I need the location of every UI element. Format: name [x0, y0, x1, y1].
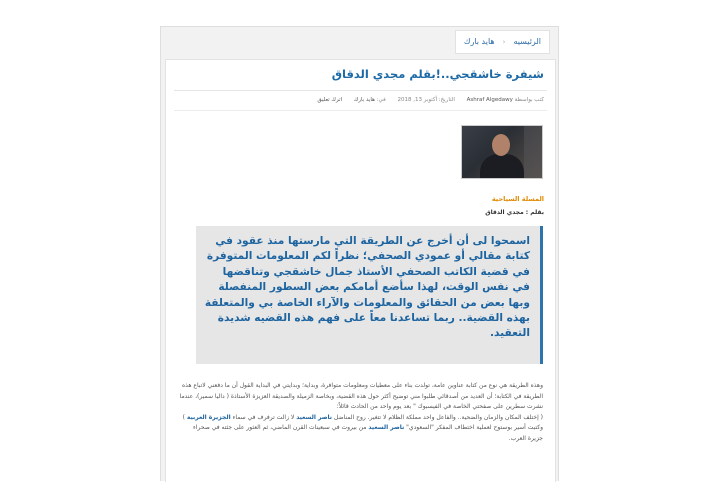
- title-divider: [174, 90, 547, 91]
- section-label: المسلة السياحية: [491, 195, 544, 203]
- page-container: [160, 26, 559, 481]
- article-panel: [165, 59, 556, 482]
- body-paragraph: وهذه الطريقة هي نوع من كتابة عناوين عامة، تولدت بناء على معطيات ومعلومات متوافرة، وبداية؛ وبدايتي في البداية القول أن ما دفعني لاتباع هذه الطريقة في الكتابة؛ أن العديد من أصدقائي طلبوا مني توضيح أكثر حول هذه القضية، وبخاصة الزميلة والصديقة العزيزة الأستاذة ( داليا سمير)، عندما نشرت سطرين على صفحتي الخاصة في الفيسبوك " بعد يوم واحد من الحادث قائلاً:: [179, 382, 543, 411]
- author-photo: [461, 125, 543, 179]
- pullquote: اسمحوا لى أن أخرج عن الطريقة التي مارستها منذ عقود في كتابة مقالي أو عمودي الصحفي؛ نظراً لكم المعلومات المتوفرة في قضية الكاتب الصحفي الأستاذ جمال خاشقجي وتناقضها في نفس الوقت، لهذا سأضع أمامكم بعض السطور المنفصلة وبها بعض من الحقائق والمعلومات والآراء الخاصة بي والمتعلقة بهذه القضية.. ربما تساعدنا معاً على فهم هذه القضيه شديدة التعقيد.: [196, 226, 543, 364]
- breadcrumb-home-link[interactable]: الرئيسيه: [513, 37, 541, 46]
- byline: بقلم : مجدي الدقاق: [485, 209, 544, 216]
- breadcrumb: [455, 30, 550, 54]
- page-title: شيفرة خاشقجي..!بقلم مجدي الدقاق: [331, 67, 544, 81]
- meta-divider: [174, 110, 547, 111]
- category-link[interactable]: هايد بارك: [353, 97, 375, 103]
- breadcrumb-section-link[interactable]: هايد بارك: [463, 37, 495, 46]
- leave-comment-link[interactable]: اترك تعليق: [317, 97, 343, 103]
- highlight-link[interactable]: ناصر السعيد: [368, 424, 405, 432]
- meta-category: في: هايد بارك: [353, 97, 386, 103]
- author-link[interactable]: Ashraf Algedawy: [466, 97, 513, 103]
- article-body: [178, 381, 543, 445]
- highlight-link[interactable]: الجزيرة العربية: [186, 413, 231, 421]
- article-meta: [307, 97, 544, 103]
- meta-author: كتب بواسطة Ashraf Algedawy: [466, 97, 544, 103]
- highlight-link[interactable]: ناصر السعيد: [296, 413, 333, 421]
- breadcrumb-chevron-icon: ‹: [502, 38, 506, 46]
- body-paragraph: ( إختلف المكان والزمان والضحية.. والفاعل واحد مملكة الظلام لا تتغير. روح المناضل ناصر السعيد لا زالت ترفرف في سماء الجزيرة العربية ) وكتبت أسير بوستوح لعملية اختطاف المفكر "السعودي" ناصر السعيد من بيروت في سبعينات القرن الماضي، ثم العثور على جثته في صحراء جزيرة العرب.: [182, 413, 543, 442]
- meta-date: التاريخ: أكتوبر 13, 2018: [397, 97, 455, 103]
